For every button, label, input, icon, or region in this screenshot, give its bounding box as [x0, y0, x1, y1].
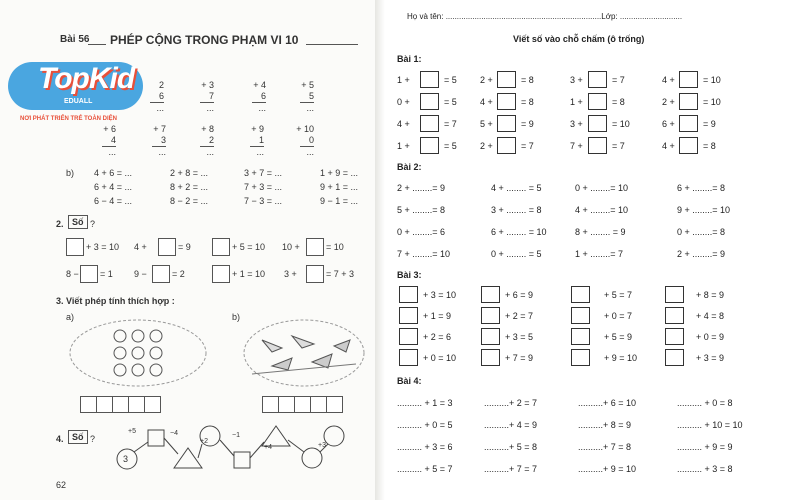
equation-text: = 2 [172, 269, 185, 279]
answer-box[interactable] [158, 238, 176, 256]
question-mark: ? [90, 219, 96, 229]
fill-blank-equation[interactable]: 8 + ........ = 9 [575, 227, 626, 237]
equation-text: 2 + [662, 97, 675, 107]
answer-box[interactable] [420, 115, 439, 132]
textbook-page [0, 0, 375, 500]
answer-box[interactable] [420, 93, 439, 110]
equation-text: 5 + [480, 119, 493, 129]
answer-box[interactable] [66, 238, 84, 256]
question-mark: ? [90, 434, 96, 444]
answer-cell[interactable] [128, 396, 145, 413]
row-expression: 6 − 4 = ... [94, 196, 133, 206]
bai2-heading: Bài 2: [397, 162, 422, 172]
chain-operation: −1 [232, 432, 240, 439]
logo-tagline: NƠI PHÁT TRIỂN TRẺ TOÀN DIỆN [20, 116, 118, 122]
chain-operation: +4 [264, 444, 272, 451]
answer-cell[interactable] [112, 396, 129, 413]
fill-blank-equation[interactable]: 2 + ........= 9 [677, 249, 726, 259]
chain-operation: +3 [318, 442, 326, 449]
equation-text: = 8 [521, 97, 534, 107]
answer-box[interactable] [497, 115, 516, 132]
answer-box[interactable] [481, 328, 500, 345]
column-sum-9: + 10 0 ... [296, 124, 314, 157]
row-expression: 8 + 2 = ... [170, 182, 209, 192]
answer-box[interactable] [152, 265, 170, 283]
lesson-rule [88, 44, 106, 45]
equation-text: 4 + [134, 242, 147, 252]
column-sum-6: + 7 3 ... [153, 124, 166, 157]
chain-start-number: 3 [123, 454, 129, 464]
answer-box[interactable] [571, 286, 590, 303]
answer-box[interactable] [212, 238, 230, 256]
fill-blank-equation[interactable]: 2 + ........= 9 [397, 183, 446, 193]
answer-row-a [80, 396, 160, 418]
equation-text: = 5 [444, 141, 457, 151]
equation-text: + 2 = 7 [505, 311, 534, 321]
answer-cell[interactable] [278, 396, 295, 413]
answer-cell[interactable] [262, 396, 279, 413]
exercise-2-badge: Số [68, 215, 88, 229]
answer-box[interactable] [306, 238, 324, 256]
fill-blank-equation[interactable]: .......... + 1 = 3 [397, 398, 453, 408]
equation-text: 3 + [570, 75, 583, 85]
fill-blank-equation[interactable]: 4 + ........ = 5 [491, 183, 542, 193]
fill-blank-equation[interactable]: 0 + ........= 8 [677, 227, 726, 237]
answer-box[interactable] [679, 93, 698, 110]
equation-text: + 1 = 9 [423, 311, 452, 321]
answer-cell[interactable] [294, 396, 311, 413]
fill-blank-equation[interactable]: 3 + ........ = 8 [491, 205, 542, 215]
fill-blank-equation[interactable]: .......... + 10 = 10 [677, 420, 743, 430]
equation-text: + 4 = 8 [696, 311, 725, 321]
answer-box[interactable] [588, 137, 607, 154]
row-expression: 8 − 2 = ... [170, 196, 209, 206]
equation-text: + 0 = 7 [604, 311, 633, 321]
worksheet-page [385, 0, 800, 500]
row-expression: 7 + 3 = ... [244, 182, 283, 192]
exercise-3-title: 3. Viết phép tính thích hợp : [56, 296, 175, 306]
equation-text: = 10 [703, 97, 721, 107]
fill-blank-equation[interactable]: 0 + ........= 6 [397, 227, 446, 237]
equation-text: = 7 [612, 75, 625, 85]
answer-box[interactable] [420, 71, 439, 88]
equation-text: 3 + [284, 269, 297, 279]
answer-box[interactable] [306, 265, 324, 283]
answer-cell[interactable] [144, 396, 161, 413]
equation-text: 1 + [397, 141, 410, 151]
equation-text: = 5 [444, 97, 457, 107]
fill-blank-equation[interactable]: 5 + ........= 8 [397, 205, 446, 215]
answer-box[interactable] [80, 265, 98, 283]
equation-text: = 7 [521, 141, 534, 151]
answer-box[interactable] [665, 328, 684, 345]
equation-text: 1 + [397, 75, 410, 85]
answer-box[interactable] [571, 349, 590, 366]
equation-text: 2 + [480, 141, 493, 151]
chain-operation: +2 [200, 438, 208, 445]
book-gutter [375, 0, 385, 500]
part-b-label: b) [66, 168, 75, 178]
fill-blank-equation[interactable]: ..........+ 6 = 10 [578, 398, 637, 408]
fill-blank-equation[interactable]: 9 + ........= 10 [677, 205, 731, 215]
row-expression: 6 + 4 = ... [94, 182, 133, 192]
answer-cell[interactable] [96, 396, 113, 413]
equation-text: + 0 = 9 [696, 332, 725, 342]
column-sum-8: + 9 1 ... [251, 124, 264, 157]
answer-box[interactable] [399, 286, 418, 303]
equation-text: + 5 = 7 [604, 290, 633, 300]
exercise-3a-label: a) [66, 312, 75, 322]
answer-cell[interactable] [326, 396, 343, 413]
answer-box[interactable] [679, 115, 698, 132]
answer-box[interactable] [399, 328, 418, 345]
fill-blank-equation[interactable]: 6 + ........= 8 [677, 183, 726, 193]
bai3-heading: Bài 3: [397, 270, 422, 280]
exercise-2-label: 2. [56, 219, 64, 229]
answer-box[interactable] [481, 286, 500, 303]
fill-blank-equation[interactable]: 4 + ........= 10 [575, 205, 629, 215]
fill-blank-equation[interactable]: .......... + 0 = 8 [677, 398, 733, 408]
equation-text: 2 + [480, 75, 493, 85]
column-sum-3: + 4 6 ... [253, 80, 266, 113]
row-expression: 7 − 3 = ... [244, 196, 283, 206]
equation-text: + 5 = 10 [232, 242, 266, 252]
fill-blank-equation[interactable]: ..........+ 7 = 7 [484, 464, 538, 474]
equation-text: 9 − [134, 269, 147, 279]
equation-text: 0 + [397, 97, 410, 107]
equation-text: = 10 [703, 75, 721, 85]
answer-box[interactable] [481, 349, 500, 366]
fill-blank-equation[interactable]: 1 + ........= 7 [575, 249, 624, 259]
equation-text: + 3 = 10 [86, 242, 120, 252]
exercise-4-badge: Số [68, 430, 88, 444]
fill-blank-equation[interactable]: ..........+ 7 = 8 [578, 442, 632, 452]
answer-box[interactable] [481, 307, 500, 324]
equation-text: + 2 = 6 [423, 332, 452, 342]
equation-text: + 3 = 9 [696, 353, 725, 363]
equation-text: = 7 [444, 119, 457, 129]
row-expression: 4 + 6 = ... [94, 168, 133, 178]
equation-text: 8 − [66, 269, 79, 279]
answer-box[interactable] [665, 307, 684, 324]
number-chain-diagram [112, 418, 352, 476]
equation-text: 7 + [570, 141, 583, 151]
column-sum-1: 2 6 ... [140, 80, 164, 114]
answer-box[interactable] [588, 115, 607, 132]
fill-blank-equation[interactable]: 0 + ........= 10 [575, 183, 629, 193]
fill-blank-equation[interactable]: .......... + 3 = 6 [397, 442, 453, 452]
lesson-title: PHÉP CỘNG TRONG PHẠM VI 10 [110, 33, 299, 47]
fill-blank-equation[interactable]: .......... + 0 = 5 [397, 420, 453, 430]
answer-box[interactable] [212, 265, 230, 283]
answer-box[interactable] [497, 71, 516, 88]
apples-illustration [68, 318, 208, 388]
answer-box[interactable] [588, 71, 607, 88]
answer-cell[interactable] [80, 396, 97, 413]
equation-text: = 9 [521, 119, 534, 129]
row-expression: 3 + 7 = ... [244, 168, 283, 178]
answer-box[interactable] [665, 349, 684, 366]
fill-blank-equation[interactable]: ..........+ 8 = 9 [578, 420, 632, 430]
equation-text: + 7 = 9 [505, 353, 534, 363]
fill-blank-equation[interactable]: ..........+ 5 = 8 [484, 442, 538, 452]
equation-text: 6 + [662, 119, 675, 129]
answer-box[interactable] [420, 137, 439, 154]
fill-blank-equation[interactable]: .......... + 5 = 7 [397, 464, 453, 474]
equation-text: + 0 = 10 [423, 353, 457, 363]
name-class-line: Họ và tên: ......................................................................Lớp: ............................ [407, 12, 683, 21]
equation-text: = 8 [612, 97, 625, 107]
equation-text: 4 + [662, 141, 675, 151]
fill-blank-equation[interactable]: ..........+ 4 = 9 [484, 420, 538, 430]
equation-text: = 9 [703, 119, 716, 129]
logo-subtitle: EDUALL [64, 98, 93, 105]
lesson-number: Bài 56 [60, 34, 90, 45]
answer-cell[interactable] [310, 396, 327, 413]
chain-operation: +5 [128, 428, 136, 435]
equation-text: + 9 = 10 [604, 353, 638, 363]
fill-blank-equation[interactable]: ..........+ 9 = 10 [578, 464, 637, 474]
fill-blank-equation[interactable]: ..........+ 2 = 7 [484, 398, 538, 408]
column-sum-5: + 6 4 ... [103, 124, 116, 157]
equation-text: = 1 [100, 269, 113, 279]
equation-text: = 5 [444, 75, 457, 85]
equation-text: 3 + [570, 119, 583, 129]
answer-row-b [262, 396, 342, 418]
equation-text: + 5 = 9 [604, 332, 633, 342]
answer-box[interactable] [571, 328, 590, 345]
answer-box[interactable] [399, 349, 418, 366]
row-expression: 9 − 1 = ... [320, 196, 359, 206]
equation-text: 10 + [282, 242, 300, 252]
bai4-heading: Bài 4: [397, 376, 422, 386]
equation-text: = 10 [326, 242, 344, 252]
equation-text: + 3 = 5 [505, 332, 534, 342]
row-expression: 2 + 8 = ... [170, 168, 209, 178]
equation-text: 4 + [662, 75, 675, 85]
row-expression: 9 + 1 = ... [320, 182, 359, 192]
answer-box[interactable] [497, 93, 516, 110]
equation-text: 1 + [570, 97, 583, 107]
exercise-4-label: 4. [56, 434, 64, 444]
equation-text: + 3 = 10 [423, 290, 457, 300]
fill-blank-equation[interactable]: 0 + ........ = 5 [491, 249, 542, 259]
fill-blank-equation[interactable]: 6 + ........ = 10 [491, 227, 547, 237]
exercise-3b-label: b) [232, 312, 241, 322]
worksheet-title: Viết số vào chỗ chấm (ô trống) [513, 34, 645, 44]
fill-blank-equation[interactable]: 7 + ........= 10 [397, 249, 451, 259]
equation-text: = 9 [178, 242, 191, 252]
equation-text: + 6 = 9 [505, 290, 534, 300]
fill-blank-equation[interactable]: .......... + 9 = 9 [677, 442, 733, 452]
equation-text: 4 + [397, 119, 410, 129]
equation-text: 4 + [480, 97, 493, 107]
page-number: 62 [56, 480, 67, 490]
column-sum-7: + 8 2 ... [201, 124, 214, 157]
column-sum-2: + 3 7 ... [201, 80, 214, 113]
birds-illustration [242, 318, 366, 388]
equation-text: = 10 [612, 119, 630, 129]
answer-box[interactable] [571, 307, 590, 324]
equation-text: + 8 = 9 [696, 290, 725, 300]
equation-text: = 7 [612, 141, 625, 151]
title-rule [306, 44, 358, 45]
equation-text: = 8 [703, 141, 716, 151]
answer-box[interactable] [399, 307, 418, 324]
fill-blank-equation[interactable]: .......... + 3 = 8 [677, 464, 733, 474]
chain-operation: −4 [170, 430, 178, 437]
row-expression: 1 + 9 = ... [320, 168, 359, 178]
answer-box[interactable] [588, 93, 607, 110]
answer-box[interactable] [497, 137, 516, 154]
column-sum-4: + 5 5 ... [301, 80, 314, 113]
answer-box[interactable] [679, 137, 698, 154]
equation-text: = 7 + 3 [326, 269, 355, 279]
equation-text: + 1 = 10 [232, 269, 266, 279]
answer-box[interactable] [665, 286, 684, 303]
bai1-heading: Bài 1: [397, 54, 422, 64]
answer-box[interactable] [679, 71, 698, 88]
topkid-logo-text: TopKid [38, 62, 135, 95]
equation-text: = 8 [521, 75, 534, 85]
